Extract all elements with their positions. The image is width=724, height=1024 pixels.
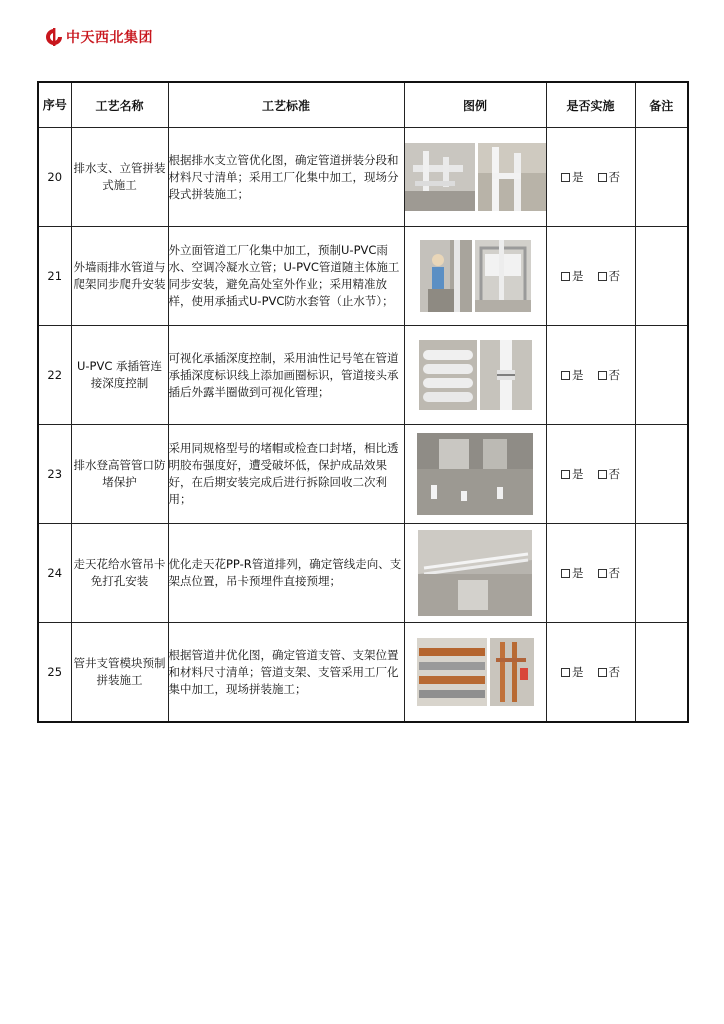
figure-cell: [404, 227, 546, 326]
figure-cell: [404, 623, 546, 723]
yes-checkbox[interactable]: [561, 173, 570, 182]
table-row: [38, 128, 688, 227]
remark-cell: [635, 425, 688, 524]
yes-label: 是: [572, 467, 584, 481]
process-name: 排水登高管管口防堵保护: [71, 425, 168, 524]
remark-cell: [635, 227, 688, 326]
shaft-pipe-module-photo: [490, 638, 534, 706]
process-name: 管井支管模块预制拼装施工: [71, 623, 168, 723]
table-row: [38, 524, 688, 623]
process-name: 排水支、立管拼装式施工: [71, 128, 168, 227]
remark-cell: [635, 524, 688, 623]
process-name: U-PVC 承插管连接深度控制: [71, 326, 168, 425]
floor-pipe-caps-photo: [417, 433, 533, 515]
no-checkbox[interactable]: [598, 173, 607, 182]
figure-cell: [404, 128, 546, 227]
yes-checkbox[interactable]: [561, 470, 570, 479]
figure-cell: [404, 524, 546, 623]
table-row: [38, 623, 688, 723]
exterior-pipe-worker-photo: [420, 240, 472, 312]
row-number: 24: [38, 524, 71, 623]
no-label: 否: [608, 665, 620, 679]
yes-label: 是: [572, 368, 584, 382]
no-label: 否: [608, 467, 620, 481]
process-table: [37, 81, 689, 723]
yes-checkbox[interactable]: [561, 272, 570, 281]
header-implemented: 是否实施: [546, 82, 635, 128]
company-logo-text: 中天西北集团: [66, 30, 153, 46]
yes-checkbox[interactable]: [561, 569, 570, 578]
header-standard: 工艺标准: [168, 82, 404, 128]
process-name: 走天花给水管吊卡免打孔安装: [71, 524, 168, 623]
row-number: 21: [38, 227, 71, 326]
implemented-cell: [546, 128, 635, 227]
header-figure: 图例: [404, 82, 546, 128]
yes-label: 是: [572, 269, 584, 283]
figure-cell: [404, 425, 546, 524]
pipe-stack-photo: [419, 340, 477, 410]
table-row: [38, 425, 688, 524]
company-logo: [44, 26, 153, 48]
no-label: 否: [608, 566, 620, 580]
implemented-cell: [546, 623, 635, 723]
row-number: 20: [38, 128, 71, 227]
figure-cell: [404, 326, 546, 425]
climbing-frame-photo: [475, 240, 531, 312]
header-remark: 备注: [635, 82, 688, 128]
yes-checkbox[interactable]: [561, 668, 570, 677]
no-checkbox[interactable]: [598, 569, 607, 578]
no-checkbox[interactable]: [598, 371, 607, 380]
pipe-rack-photo: [417, 638, 487, 706]
process-standard: 可视化承插深度控制，采用油性记号笔在管道承插深度标识线上添加画圈标识，管道接头承插后外露半圈做到可视化管理；: [168, 326, 404, 425]
company-logo-icon: [44, 27, 64, 47]
implemented-cell: [546, 524, 635, 623]
pipe-riser-photo: [478, 143, 546, 211]
pipe-assembly-photo: [405, 143, 475, 211]
pipe-joint-photo: [480, 340, 532, 410]
no-checkbox[interactable]: [598, 470, 607, 479]
yes-checkbox[interactable]: [561, 371, 570, 380]
implemented-cell: [546, 227, 635, 326]
process-standard: 根据排水支立管优化图，确定管道拼装分段和材料尺寸清单；采用工厂化集中加工，现场分段式拼装施工；: [168, 128, 404, 227]
ceiling-pipe-photo: [418, 530, 532, 616]
row-number: 22: [38, 326, 71, 425]
no-label: 否: [608, 269, 620, 283]
yes-label: 是: [572, 665, 584, 679]
remark-cell: [635, 128, 688, 227]
no-checkbox[interactable]: [598, 272, 607, 281]
yes-label: 是: [572, 566, 584, 580]
implemented-cell: [546, 326, 635, 425]
no-label: 否: [608, 368, 620, 382]
header-no: 序号: [38, 82, 71, 128]
no-label: 否: [608, 170, 620, 184]
no-checkbox[interactable]: [598, 668, 607, 677]
process-standard: 采用同规格型号的堵帽或检查口封堵，相比透明胶布强度好，遭受破坏低，保护成品效果好，在后期安装完成后进行拆除回收二次利用；: [168, 425, 404, 524]
remark-cell: [635, 326, 688, 425]
yes-label: 是: [572, 170, 584, 184]
implemented-cell: [546, 425, 635, 524]
process-standard: 优化走天花PP-R管道排列，确定管线走向、支架点位置，吊卡预埋件直接预埋；: [168, 524, 404, 623]
process-standard: 外立面管道工厂化集中加工，预制U-PVC雨水、空调冷凝水立管；U-PVC管道随主体施工同步安装，避免高处室外作业；采用精准放样，使用承插式U-PVC防水套管（止水节）；: [168, 227, 404, 326]
table-row: [38, 227, 688, 326]
table-header-row: [38, 82, 688, 128]
table-row: [38, 326, 688, 425]
row-number: 25: [38, 623, 71, 723]
row-number: 23: [38, 425, 71, 524]
process-standard: 根据管道井优化图，确定管道支管、支架位置和材料尺寸清单；管道支架、支管采用工厂化集中加工，现场拼装施工；: [168, 623, 404, 723]
remark-cell: [635, 623, 688, 723]
process-name: 外墙雨排水管道与爬架同步爬升安装: [71, 227, 168, 326]
header-name: 工艺名称: [71, 82, 168, 128]
